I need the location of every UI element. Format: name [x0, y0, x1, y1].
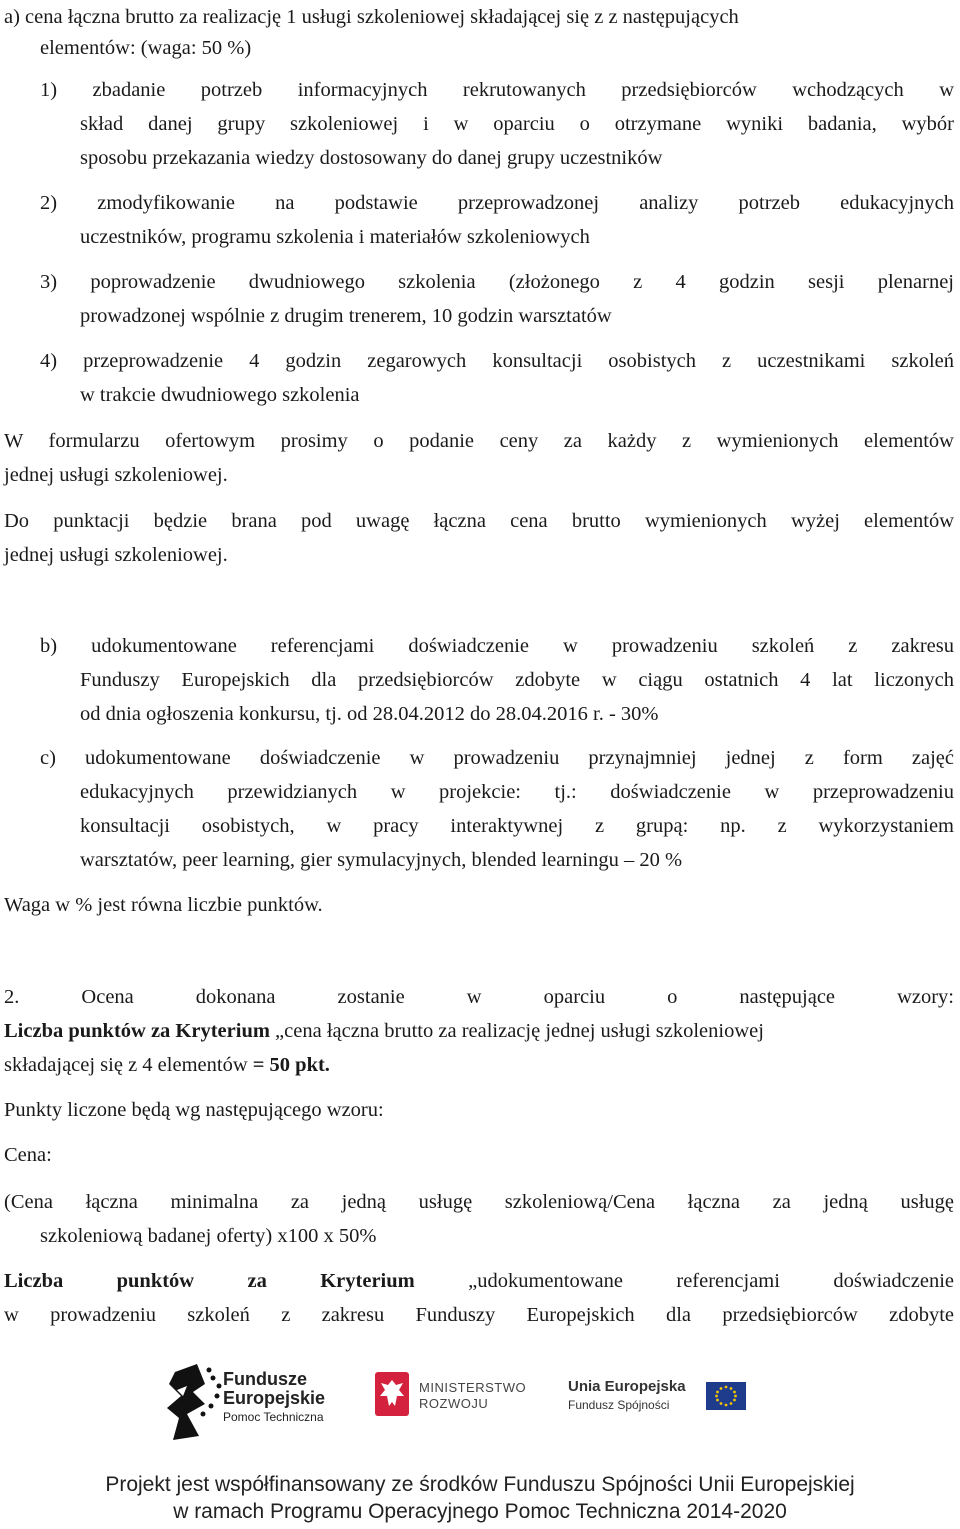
- item1-line3: sposobu przekazania wiedzy dostosowany do danej grupy uczestników: [80, 147, 663, 169]
- fe-logo-text: [223, 1370, 325, 1426]
- criterion-price-line1: [4, 1014, 954, 1048]
- price-formula-line2: szkoleniową badanej oferty) x100 x 50%: [40, 1225, 377, 1247]
- criterion-a-line2: elementów: (waga: 50 %): [40, 37, 252, 59]
- criterion-label-2: Liczba punktów za Kryterium: [4, 1270, 415, 1292]
- item3-line2: prowadzonej wspólnie z drugim trenerem, 10 godzin warsztatów: [80, 305, 612, 327]
- fe-logo-line2: Europejskie: [223, 1388, 326, 1408]
- ue-logo-text: [568, 1378, 686, 1414]
- scoring-paragraph-line2: jednej usługi szkoleniowej.: [4, 544, 228, 566]
- fe-logo-line1: Fundusze: [223, 1369, 307, 1389]
- offer-form-paragraph-line2: jednej usługi szkoleniowej.: [4, 464, 228, 486]
- ue-logo-line1: Unia Europejska: [568, 1378, 686, 1395]
- criterion-b-line2: Funduszy Europejskich dla przedsiębiorców zdobyte w ciągu ostatnich 4 lat liczonych: [80, 669, 954, 691]
- ue-logo-line2: Fundusz Spójności: [568, 1398, 670, 1412]
- mr-logo-line1: MINISTERSTWO: [419, 1380, 527, 1395]
- criterion-a-line1: a) cena łączna brutto za realizację 1 usługi szkoleniowej składającej się z z następujących: [4, 6, 739, 28]
- criterion-c-line4: warsztatów, peer learning, gier symulacyjnych, blended learningu – 20 %: [80, 849, 683, 871]
- criterion-label: Liczba punktów za Kryterium: [4, 1020, 270, 1042]
- criterion-price-text: „cena łączna brutto za realizację jednej usługi szkoleniowej: [269, 1020, 764, 1042]
- footer-line1: Projekt jest współfinansowany ze środków Funduszu Spójności Unii Europejskiej: [105, 1473, 855, 1496]
- unia-europejska-logo: [568, 1362, 768, 1442]
- criterion-price-text2: składającej się z 4 elementów: [4, 1054, 253, 1076]
- item2-line1: 2) zmodyfikowanie na podstawie przeprowadzonej analizy potrzeb edukacyjnych: [40, 192, 954, 214]
- item3-line1: 3) poprowadzenie dwudniowego szkolenia (złożonego z 4 godzin sesji plenarnej: [40, 271, 954, 293]
- mr-logo-text: [419, 1380, 526, 1412]
- criterion-c-line1: c) udokumentowane doświadczenie w prowadzeniu przynajmniej jednej z form zajęć: [40, 747, 954, 769]
- weight-note: Waga w % jest równa liczbie punktów.: [4, 894, 323, 916]
- item2-line2: uczestników, programu szkolenia i materiałów szkoleniowych: [80, 226, 590, 248]
- criterion-b-line1: b) udokumentowane referencjami doświadczenie w prowadzeniu szkoleń z zakresu: [40, 635, 954, 657]
- eu-flag-icon: [706, 1382, 746, 1410]
- ministerstwo-rozwoju-logo: [375, 1362, 535, 1442]
- item4-line1: 4) przeprowadzenie 4 godzin zegarowych konsultacji osobistych z uczestnikami szkoleń: [40, 350, 954, 372]
- item1-line1: 1) zbadanie potrzeb informacyjnych rekrutowanych przedsiębiorców wchodzących w: [40, 79, 954, 101]
- offer-form-paragraph-line1: W formularzu ofertowym prosimy o podanie ceny za każdy z wymienionych elementów: [4, 430, 954, 452]
- footer-line2: w ramach Programu Operacyjnego Pomoc Techniczna 2014-2020: [173, 1500, 787, 1523]
- price-formula-line1: (Cena łączna minimalna za jedną usługę szkoleniową/Cena łączna za jedną usługę: [4, 1191, 954, 1213]
- criterion-c-line3: konsultacji osobistych, w pracy interaktywnej z grupą: np. z wykorzystaniem: [80, 815, 954, 837]
- criterion-experience-line2: w prowadzeniu szkoleń z zakresu Funduszy Europejskich dla przedsiębiorców zdobyte: [4, 1304, 954, 1326]
- fe-logo-line3: Pomoc Techniczna: [223, 1410, 324, 1424]
- section2-heading: 2. Ocena dokonana zostanie w oparciu o następujące wzory:: [4, 986, 954, 1008]
- fundusze-europejskie-logo: [165, 1362, 365, 1442]
- mr-logo-line2: ROZWOJU: [419, 1396, 489, 1411]
- criterion-c-line2: edukacyjnych przewidzianych w projekcie: tj.: doświadczenie w przeprowadzeniu: [80, 781, 954, 803]
- polish-eagle-icon: [375, 1372, 409, 1416]
- logos-strip: [165, 1362, 725, 1442]
- criterion-experience-line1: [4, 1264, 954, 1298]
- max-points: = 50 pkt.: [252, 1054, 330, 1076]
- criterion-b-line3: od dnia ogłoszenia konkursu, tj. od 28.04.2012 do 28.04.2016 r. - 30%: [80, 703, 659, 725]
- fe-emblem-icon: [165, 1364, 227, 1440]
- criterion-experience-text: „udokumentowane referencjami doświadczenie: [414, 1270, 954, 1292]
- scoring-paragraph-line1: Do punktacji będzie brana pod uwagę łączna cena brutto wymienionych wyżej elementów: [4, 510, 954, 532]
- item1-line2: skład danej grupy szkoleniowej i w oparciu o otrzymane wyniki badania, wybór: [80, 113, 954, 135]
- price-label: Cena:: [4, 1144, 52, 1166]
- item4-line2: w trakcie dwudniowego szkolenia: [80, 384, 360, 406]
- criterion-price-line2: [4, 1048, 330, 1082]
- formula-intro: Punkty liczone będą wg następującego wzoru:: [4, 1099, 384, 1121]
